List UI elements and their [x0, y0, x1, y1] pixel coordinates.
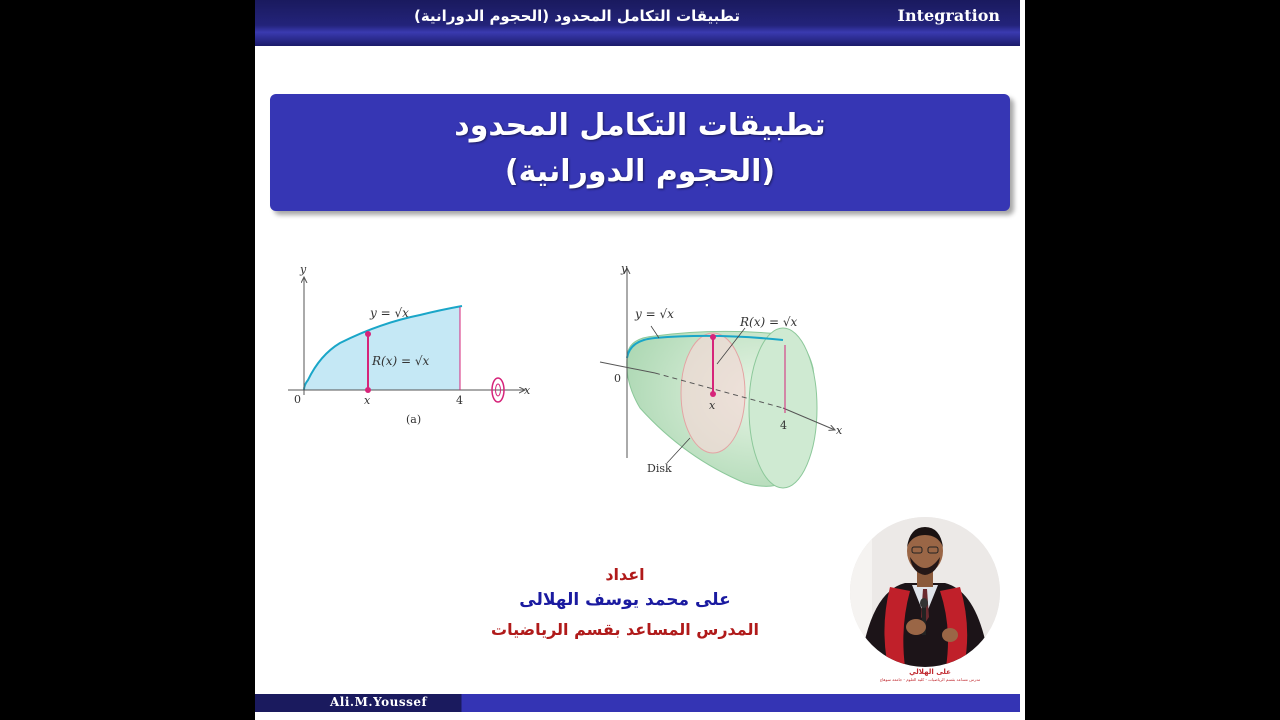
title-line-2: (الحجوم الدورانية) [504, 154, 776, 189]
header-title: تطبيقات التكامل المحدود (الحجوم الدورانية) [413, 7, 740, 25]
origin-label: 0 [614, 372, 621, 385]
author-name: على محمد يوسف الهلالى [519, 590, 731, 610]
x-tick-label: x [709, 399, 716, 412]
end-tick-label: 4 [456, 394, 463, 407]
radius-bottom-point [710, 391, 716, 397]
author-photo [850, 517, 1000, 667]
curve-label: y = √x [370, 306, 409, 320]
footer-bar [255, 694, 1020, 712]
title-box [270, 94, 1010, 211]
end-tick-label: 4 [780, 419, 787, 432]
photo-caption-subtitle: مدرس مساعد بقسم الرياضيات - كلية العلوم - جامعة سوهاج [879, 677, 981, 682]
caption-label: (a) [406, 413, 422, 426]
radius-label: R(x) = √x [740, 315, 798, 329]
prepared-by-label: اعداد [605, 565, 645, 584]
slide [255, 0, 1025, 720]
radius-label: R(x) = √x [372, 354, 430, 368]
photo-caption-name: على الهلالي [909, 668, 951, 676]
radius-top-point [710, 334, 716, 340]
title-line-1: تطبيقات التكامل المحدود [454, 108, 826, 143]
x-axis-label: x [836, 424, 843, 437]
x-axis-label: x [524, 384, 531, 397]
figure-b [595, 258, 865, 498]
radius-top-point [365, 331, 371, 337]
y-axis-label: y [300, 263, 307, 276]
y-axis-label: y [621, 262, 628, 275]
header-bar [255, 0, 1020, 46]
radius-bottom-point [365, 387, 371, 393]
curve-label: y = √x [635, 307, 674, 321]
header-tag: Integration [897, 6, 1000, 25]
footer-author: Ali.M.Youssef [330, 695, 428, 709]
disk-label: Disk [647, 462, 672, 475]
x-tick-label: x [364, 394, 371, 407]
photo-caption [870, 668, 990, 682]
author-block [455, 565, 795, 639]
origin-label: 0 [294, 393, 301, 406]
author-role: المدرس المساعد بقسم الرياضيات [490, 620, 760, 639]
person-portrait-icon [850, 517, 1000, 667]
figure-a [280, 255, 580, 440]
